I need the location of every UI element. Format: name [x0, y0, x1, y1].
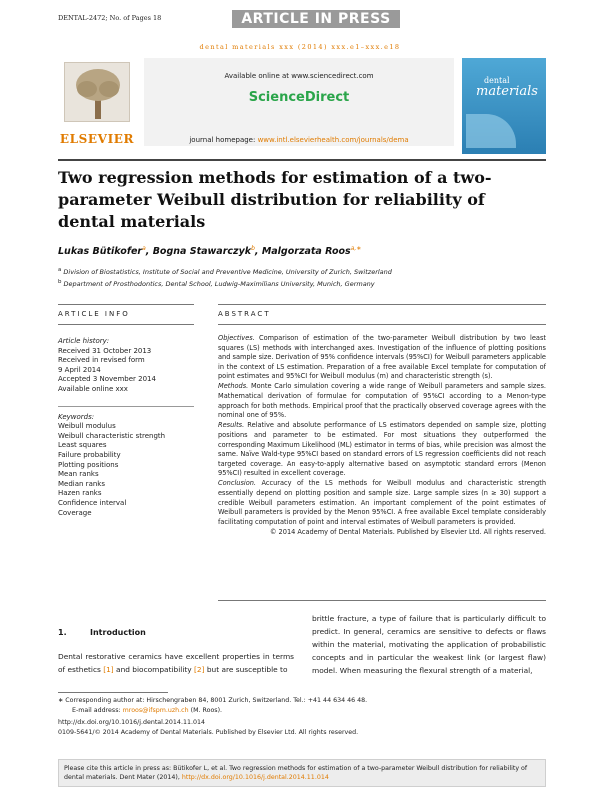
cite-text: Please cite this article in press as: Bütikofer L, et al. Two regression methods for estimation of a two-parameter Weibull distribution for reliability of dental materials. Dent Mater (2014),	[64, 765, 528, 781]
footnote-rule	[58, 692, 168, 693]
abstract-methods	[218, 382, 546, 420]
section-title: Introduction	[90, 628, 146, 637]
history-item: Received in revised form	[58, 356, 145, 365]
cite-this-article-box	[58, 759, 546, 787]
intro-paragraph-left	[58, 650, 294, 676]
abstract-body	[218, 334, 546, 538]
abstract-top-rule	[218, 304, 546, 305]
abstract-objectives-text: Comparison of estimation of the two-parameter Weibull distribution by two least squares (LS) methods with interchanged axes. Investigation of the influence of plotting positions and sample size. Derivation of 95% confidence intervals (95%CI) for Weibull parameters applicable in the context of LS estimation. Preparation of a free available Excel template for computation of point estimates and 95%CI for Weibull modulus (m) and characteristic strength (s).	[218, 334, 546, 381]
sciencedirect-logo: ScienceDirect	[248, 90, 350, 105]
article-in-press-banner: ARTICLE IN PRESS	[232, 10, 400, 28]
cover-title-dental: dental	[484, 76, 510, 85]
cover-decoration	[466, 114, 516, 148]
journal-info-block	[144, 58, 454, 146]
affiliation	[58, 267, 392, 276]
abstract-results-text: Relative and absolute performance of LS estimators depended on sample size, plotting positions and parameter to be estimated. For most situations they outperformed the corresponding Maximum Likelihood (ML) estimator in terms of bias, while precision was almost the same. Naïve Wald-type 95%CI based on standard errors of LS regression coefficients did not reach targeted coverage. An easy-to-apply alternative based on asymptotic standard errors (Menon 95%CI) resulted in excellent coverage.	[218, 421, 546, 478]
masthead-divider	[58, 159, 546, 161]
citation-link[interactable]: [1]	[103, 665, 114, 674]
article-info-heading: ARTICLE INFO	[58, 310, 130, 318]
keyword: Hazen ranks	[58, 489, 102, 498]
journal-homepage	[144, 136, 454, 144]
abstract-copyright: © 2014 Academy of Dental Materials. Published by Elsevier Ltd. All rights reserved.	[269, 527, 546, 536]
elsevier-wordmark: ELSEVIER	[59, 132, 135, 146]
author-name[interactable]: Lukas Bütikofer	[58, 246, 143, 258]
journal-cover-image	[462, 58, 546, 154]
cite-doi-link[interactable]: http://dx.doi.org/10.1016/j.dental.2014.11.014	[181, 774, 329, 781]
journal-homepage-label: journal homepage:	[189, 136, 258, 144]
abstract-results-heading: Results.	[218, 421, 245, 430]
keyword: Weibull modulus	[58, 422, 116, 431]
affiliation-marker: a	[58, 267, 62, 273]
available-online-text: Available online at www.sciencedirect.com	[224, 72, 374, 80]
affiliation-text: Department of Prosthodontics, Dental School, Ludwig-Maximilians University, Munich, Germany	[63, 280, 375, 289]
corresponding-author-note: ∗ Corresponding author at: Hirschengraben 84, 8001 Zurich, Switzerland. Tel.: +41 44 634 46 48.	[58, 697, 368, 704]
elsevier-tree-icon	[64, 62, 130, 122]
email-label: E-mail address:	[72, 707, 123, 714]
abstract-objectives-heading: Objectives.	[218, 334, 255, 342]
intro-text: and biocompatibility	[113, 665, 195, 674]
issn-copyright: 0109-5641/© 2014 Academy of Dental Materials. Published by Elsevier Ltd. All rights reserved.	[58, 729, 359, 736]
email-link[interactable]: mroos@ifspm.uzh.ch	[122, 707, 189, 714]
affiliation-text: Division of Biostatistics, Institute of Social and Preventive Medicine, University of Zurich, Switzerland	[63, 268, 392, 277]
abstract-results	[218, 421, 546, 479]
history-item: Accepted 3 November 2014	[58, 375, 156, 384]
abstract-conclusion-heading: Conclusion.	[218, 479, 257, 488]
author-name[interactable]: Malgorzata Roos	[261, 246, 351, 258]
history-item: Received 31 October 2013	[58, 346, 152, 355]
doi-link[interactable]: http://dx.doi.org/10.1016/j.dental.2014.11.014	[58, 719, 205, 726]
history-item: 9 April 2014	[58, 365, 101, 374]
author-affil-marker: a,∗	[350, 245, 362, 252]
citation-link[interactable]: [2]	[194, 665, 205, 674]
intro-paragraph-right: brittle fracture, a type of failure that is particularly difficult to predict. In general, ceramics are sensitive to defects or flaws within the material, motivating the application of probabilistic concepts and in particular the weakest link (or largest flaw) model. When measuring the flexural strength of a material,	[312, 614, 546, 675]
abstract-conclusion-text: Accuracy of the LS methods for Weibull modulus and characteristic strength essentially depend on plotting position and sample size. Large sample sizes (n ≥ 30) support a credible Weibull parameters estimation. An important complement of the point estimates of Weibull parameters is provided by the Menon 95%CI. A free available Excel template considerably facilitating computation of point and interval estimates of Weibull parameters is provided.	[218, 479, 546, 526]
article-title: Two regression methods for estimation of a two-parameter Weibull distribution for reliability of dental materials	[58, 168, 492, 231]
affiliation-marker: b	[58, 279, 62, 285]
affiliation	[58, 279, 375, 288]
abstract-under-rule	[218, 324, 546, 325]
abstract-methods-heading: Methods.	[218, 382, 249, 391]
keyword: Median ranks	[58, 479, 105, 488]
abstract-bottom-rule	[218, 600, 546, 601]
intro-text: Dental restorative ceramics have excellent properties in terms of esthetics	[58, 652, 294, 674]
article-info	[58, 337, 208, 518]
author-list: Lukas Bütikofer$^a$, Bogna Stawarczyk$^b$, Malgorzata Roos$^{a,∗}$	[58, 245, 362, 258]
journal-homepage-link[interactable]: www.intl.elsevierhealth.com/journals/dema	[257, 136, 409, 144]
intro-text: but are susceptible to	[204, 665, 288, 674]
author-affil-marker: b	[251, 245, 255, 252]
email-suffix: (M. Roos).	[188, 707, 223, 714]
abstract-objectives	[218, 334, 546, 382]
abstract-methods-text: Monte Carlo simulation covering a wide range of Weibull parameters and sample sizes. Mathematical derivation of formulae for computation of 95%CI according to a Menon-type approach for both methods. Empirical proof that the practically observed coverage agrees with the nominal one of 95%.	[218, 382, 546, 420]
author-name[interactable]: Bogna Stawarczyk	[152, 246, 252, 258]
top-banner	[0, 0, 600, 30]
section-number: 1.	[58, 628, 67, 637]
history-label: Article history:	[58, 337, 110, 345]
keyword: Confidence interval	[58, 498, 127, 507]
history-item: Available online xxx	[58, 384, 128, 393]
keyword: Weibull characteristic strength	[58, 431, 166, 440]
keyword: Coverage	[58, 508, 92, 517]
abstract-heading: ABSTRACT	[218, 310, 271, 318]
elsevier-logo	[58, 58, 136, 146]
keyword: Failure probability	[58, 450, 121, 459]
keyword: Plotting positions	[58, 460, 119, 469]
cover-title-materials: materials	[476, 84, 538, 99]
info-divider	[58, 395, 194, 407]
keyword: Least squares	[58, 441, 107, 450]
email-note	[72, 707, 222, 714]
abstract-conclusion	[218, 479, 546, 527]
author-affil-marker: a	[142, 245, 146, 252]
article-info-under-rule	[58, 324, 194, 325]
manuscript-meta: DENTAL-2472; No. of Pages 18	[58, 14, 162, 22]
keywords-label: Keywords:	[58, 412, 95, 421]
masthead	[58, 58, 546, 156]
keyword: Mean ranks	[58, 470, 99, 479]
journal-citation-line: dental materials xxx (2014) xxx.e1–xxx.e18	[199, 43, 401, 51]
article-info-top-rule	[58, 304, 194, 305]
